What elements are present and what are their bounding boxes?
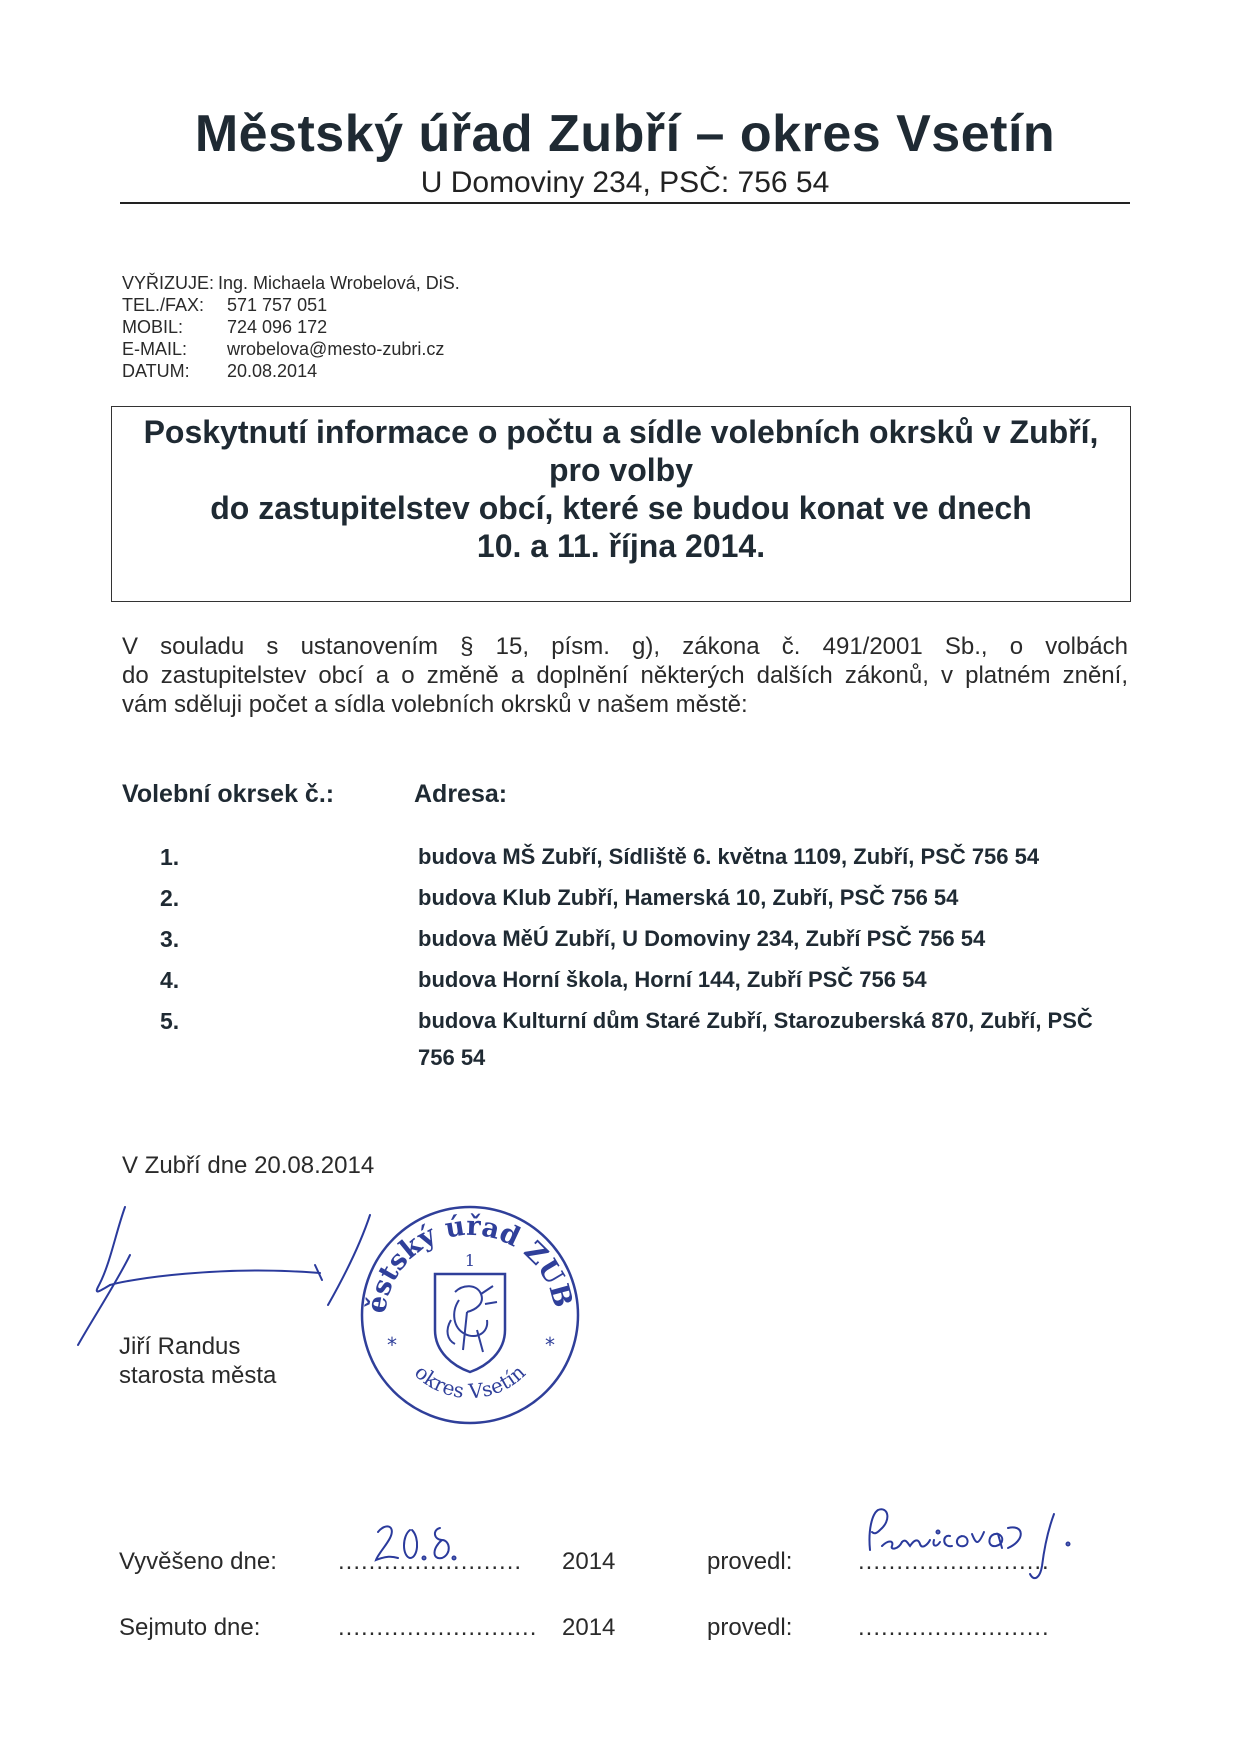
vyrizuje-value: Ing. Michaela Wrobelová, DiS.: [218, 273, 460, 293]
contact-block: [122, 272, 460, 382]
posted-dots: ........................: [338, 1548, 523, 1575]
district-number: 2.: [160, 885, 180, 911]
stamp-top-text: ěstský úřad ZUB: [361, 1210, 579, 1316]
datum-label: DATUM:: [122, 361, 190, 381]
tel-value: 571 757 051: [227, 295, 328, 315]
notice-title-line: 10. a 11. října 2014.: [476, 528, 766, 564]
contact-row-vyrizuje: [122, 272, 460, 294]
intro-line: vám sděluji počet a sídla volebních okrsků v našem městě:: [122, 691, 748, 718]
contact-row-tel: [122, 294, 460, 316]
contact-row-datum: [122, 360, 460, 382]
stamp-bottom-text: okres Vsetín: [410, 1359, 530, 1404]
stamp-seal: [355, 1200, 585, 1430]
signer-role: starosta města: [119, 1362, 277, 1389]
stamp-lion: [448, 1286, 497, 1352]
district-address: budova Klub Zubří, Hamerská 10, Zubří, PSČ 756 54: [418, 885, 959, 910]
stamp-shield: [435, 1274, 505, 1372]
posted-date-handwriting: [372, 1518, 462, 1574]
posted-label: Vyvěšeno dne:: [119, 1548, 277, 1575]
stamp-number: 1: [464, 1251, 476, 1270]
district-number: 4.: [160, 967, 180, 993]
email-label: E-MAIL:: [122, 339, 188, 359]
stamp-star-right: *: [545, 1333, 555, 1357]
email-value: wrobelova@mesto-zubri.cz: [227, 339, 445, 359]
district-number: 5.: [160, 1008, 180, 1034]
district-address: budova MěÚ Zubří, U Domoviny 234, Zubří PSČ 756 54: [418, 926, 986, 951]
removed-label: Sejmuto dne:: [119, 1614, 261, 1641]
office-title: Městský úřad Zubří – okres Vsetín: [194, 105, 1056, 163]
signer-block: [119, 1332, 276, 1390]
intro-line: V souladu s ustanovením § 15, písm. g), zákona č. 491/2001 Sb., o volbách: [122, 633, 1128, 660]
column-header-address: Adresa:: [414, 780, 508, 808]
district-list: [0, 844, 1240, 1070]
vyrizuje-label: VYŘIZUJE:: [122, 273, 215, 293]
intro-paragraph: [122, 632, 1128, 719]
posted-by-signature: [858, 1500, 1108, 1590]
place-and-date: V Zubří dne 20.08.2014: [122, 1152, 375, 1179]
notice-title-line: do zastupitelstev obcí, které se budou konat ve dnech: [210, 490, 1032, 526]
posted-by-label: provedl:: [707, 1548, 793, 1575]
district-address: budova Kulturní dům Staré Zubří, Starozuberská 870, Zubří, PSČ 756 54: [418, 1008, 1093, 1070]
stamp-star-left: *: [387, 1333, 397, 1357]
mayor-signature: [70, 1195, 390, 1355]
notice-title-line: Poskytnutí informace o počtu a sídle volebních okrsků v Zubří,: [143, 414, 1099, 450]
datum-value: 20.08.2014: [227, 361, 318, 381]
removed-year: 2014: [562, 1614, 616, 1641]
official-stamp: [355, 1200, 585, 1430]
signature-strokes: [78, 1207, 370, 1345]
column-header-district-number: Volební okrsek č.:: [122, 780, 335, 808]
signer-name: Jiří Randus: [119, 1333, 241, 1360]
contact-row-mobil: [122, 316, 460, 338]
header-divider: [120, 202, 1130, 204]
district-address: budova Horní škola, Horní 144, Zubří PSČ 756 54: [418, 967, 927, 992]
contact-row-email: [122, 338, 460, 360]
notice-title-line: pro volby: [548, 452, 693, 488]
office-address: U Domoviny 234, PSČ: 756 54: [420, 166, 830, 199]
removed-by-dots: .........................: [858, 1614, 1050, 1641]
mobil-value: 724 096 172: [227, 317, 328, 337]
district-number: 3.: [160, 926, 180, 952]
posted-by-dots: .........................: [858, 1548, 1050, 1575]
mobil-label: MOBIL:: [122, 317, 184, 337]
posted-year: 2014: [562, 1548, 616, 1575]
notice-title-box: [111, 406, 1131, 602]
tel-label: TEL./FAX:: [122, 295, 205, 315]
intro-line: do zastupitelstev obcí a o změně a doplnění některých dalších zákonů, v platném znění,: [122, 662, 1128, 689]
district-number: 1.: [160, 844, 180, 870]
removed-by-label: provedl:: [707, 1614, 793, 1641]
district-address: budova MŠ Zubří, Sídliště 6. května 1109, Zubří, PSČ 756 54: [418, 844, 1040, 869]
removed-dots: ..........................: [338, 1614, 538, 1641]
district-row: [0, 1008, 1240, 1070]
